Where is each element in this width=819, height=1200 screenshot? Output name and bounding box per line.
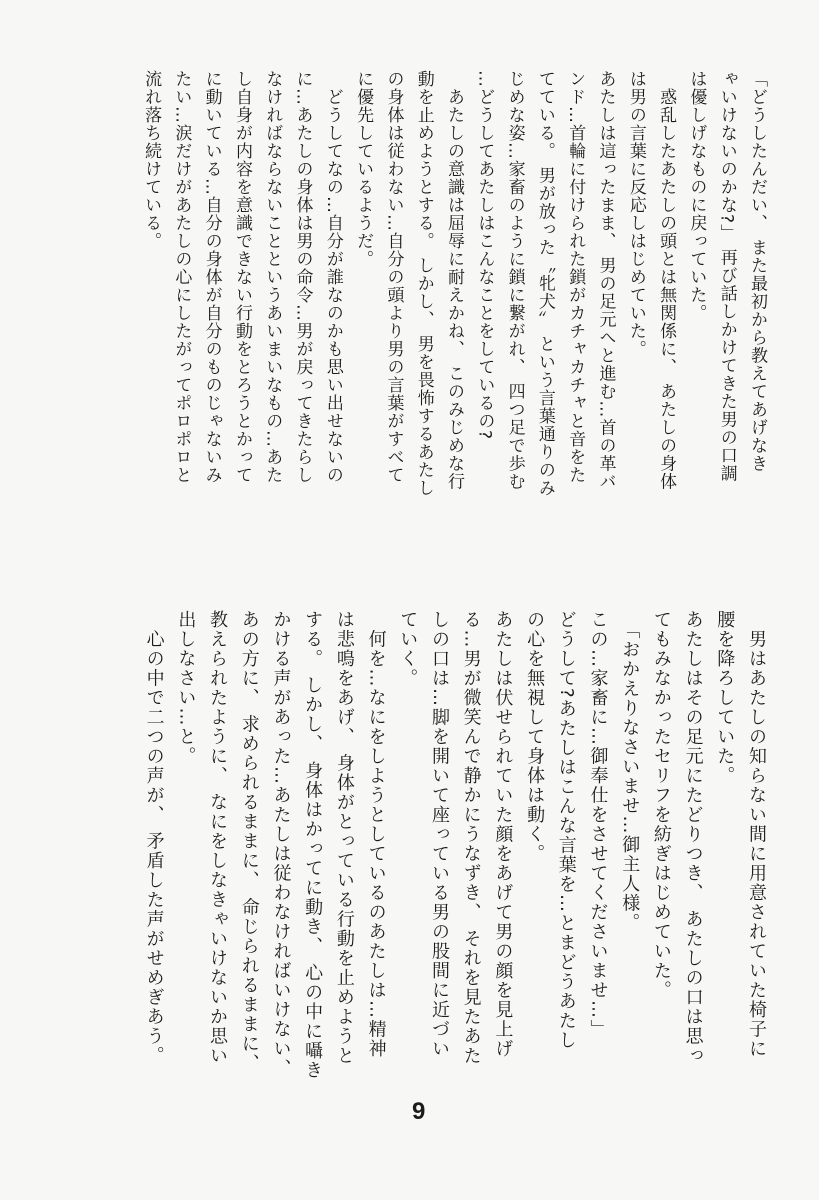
text-line: 「どうしたんだい、 また最初から教えてあげなき (747, 70, 767, 473)
text-line: 出しなさい…と。 (175, 610, 197, 766)
text-line: 男はあたしの知らない間に用意されていた椅子に (746, 610, 767, 1059)
text-line: 動を止めようとする。 しかし、 男を畏怖するあたし (413, 70, 434, 497)
text-line: かける声があった…あたしは従わなければいけない、 (270, 610, 292, 1078)
text-line: ゃいけないのかな?」 再び話しかけてきた男の口調 (716, 70, 737, 483)
text-line: は優しげなものに戻っていた。 (686, 70, 707, 322)
text-line: に優先しているようだ。 (353, 70, 374, 268)
text-line: しの口は…脚を開いて座っている男の股間に近づい (428, 610, 450, 1059)
text-line: てている。 男が放った〝牝犬〟 という言葉通りのみ (534, 70, 555, 497)
text-line: 心の中で二つの声が、 矛盾した声がせめぎあう。 (143, 610, 165, 1066)
text-line: 何を…なにをしようとしているのあたしは…精神 (365, 610, 387, 1059)
text-line: じめな姿…家畜のように鎖に繋がれ、 四つ足で歩む (504, 70, 525, 491)
text-line: あたしはその足元にたどりつき、 あたしの口は思っ (682, 610, 704, 1066)
text-line: 教えられたように、 なにをしなきゃいけないか思い (207, 610, 229, 1066)
text-line: どうして?あたしはこんな言葉を…とまどうあたし (555, 610, 577, 1051)
text-line: あの方に、 求められるままに、 命じられるままに、 (238, 610, 260, 1073)
text-line: あたしは伏せられていた顔をあげて男の顔を見上げ (492, 610, 514, 1059)
text-line: てもみなかったセリフを紡ぎはじめていた。 (650, 610, 672, 1000)
text-line: に動いている…自分の身体が自分のものじゃないみ (201, 70, 222, 484)
text-line: この…家畜に…御奉仕をさせてくださいませ…」 (587, 610, 609, 1039)
text-line: あたしは這ったまま、 男の足元へと進む…首の革バ (595, 70, 616, 491)
text-line: あたしの意識は屈辱に耐えかね、 このみじめな行 (444, 70, 465, 491)
text-line: る…男が微笑んで静かにうなずき、 それを見たあた (460, 610, 482, 1066)
text-line: 「おかえりなさいませ…御主人様。 (619, 610, 641, 933)
upper-text-block (136, 70, 772, 497)
text-line: 流れ落ち続けている。 (141, 70, 162, 250)
text-line: 惑乱したあたしの頭とは無関係に、 あたしの身体 (656, 70, 677, 491)
text-line: どうしてなの…自分が誰なのかも思い出せないの (322, 70, 343, 484)
text-line: の心を無視して身体は動く。 (524, 610, 546, 864)
text-line: は悲鳴をあげ、 身体がとっている行動を止めようと (333, 610, 355, 1066)
text-line: する。 しかし、 身体はかってに動き、 心の中に囁き (302, 610, 324, 1081)
page-number: 9 (412, 1098, 426, 1125)
text-line: は男の言葉に反応しはじめていた。 (625, 70, 646, 358)
text-line: …どうしてあたしはこんなことをしているの? (474, 70, 495, 441)
text-line: 腰を降ろしていた。 (714, 610, 736, 786)
text-line: の身体は従わない…自分の頭より男の言葉がすべて (383, 70, 404, 484)
text-line: し自身が内容を意識できない行動をとろうとかって (231, 70, 252, 484)
text-line: ていく。 (397, 610, 419, 688)
text-line: ンド…首輪に付けられた鎖がカチャカチャと音をた (565, 70, 586, 484)
lower-text-block (138, 610, 772, 1080)
text-line: たい…涙だけがあたしの心にしたがってポロポロと (171, 70, 192, 484)
text-line: なければならないことというあいまいなもの…あた (262, 70, 283, 484)
text-line: に…あたしの身体は男の命令…男が戻ってきたらし (292, 70, 313, 484)
